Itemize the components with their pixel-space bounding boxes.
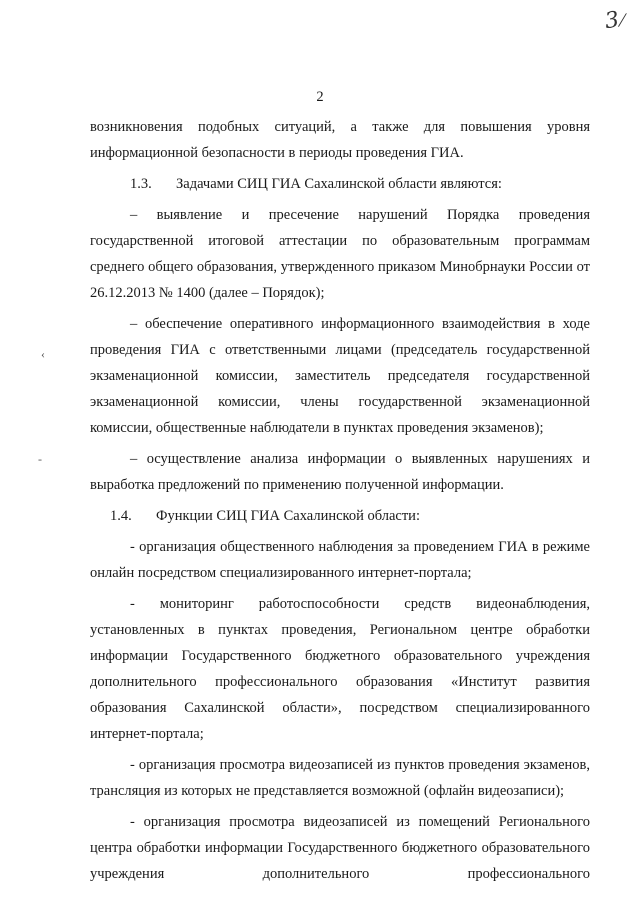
- corner-mark-dash-icon: ⁄: [620, 10, 626, 30]
- paragraph-text: – осуществление анализа информации о выявленных нарушениях и выработка предложений по применению полученной информации.: [90, 451, 590, 493]
- section-1-4-heading: [90, 503, 590, 529]
- list-item-task: [90, 202, 590, 306]
- corner-mark-text: 3: [603, 7, 622, 35]
- paragraph-text: - мониторинг работоспособности средств видеонаблюдения, установленных в пунктах проведения, Региональном центре обработки информации Государственного бюджетного образовательного учреждения дополнительного профессионального образования «Институт развития образования Сахалинской области», посредством специализированного интернет-портала;: [90, 596, 590, 742]
- paragraph-text: возникновения подобных ситуаций, а также для повышения уровня информационной безопасности в периоды проведения ГИА.: [90, 119, 590, 161]
- page-number: 2: [316, 89, 324, 105]
- document-body: [90, 114, 590, 887]
- scan-artifact-mark: -: [38, 452, 42, 466]
- section-number: 1.4.: [110, 508, 132, 524]
- scan-artifact-mark: ‹: [41, 347, 45, 361]
- section-number: 1.3.: [130, 176, 152, 192]
- list-item-task: [90, 446, 590, 498]
- list-item-function: [90, 752, 590, 804]
- list-item-function: [90, 534, 590, 586]
- list-item-function: [90, 809, 590, 887]
- section-1-3-heading: [90, 171, 590, 197]
- paragraph-text: - организация общественного наблюдения за проведением ГИА в режиме онлайн посредством специализированного интернет-портала;: [90, 539, 590, 581]
- paragraph-text: - организация просмотра видеозаписей из помещений Регионального центра обработки информации Государственного бюджетного образовательного учреждения дополнительного профессионального: [90, 814, 590, 882]
- paragraph-text: – обеспечение оперативного информационного взаимодействия в ходе проведения ГИА с ответственными лицами (председатель государственной экзаменационной комиссии, заместитель председателя государственной экзаменационной комиссии, члены государственной экзаменационной комиссии, общественные наблюдатели в пунктах проведения экзаменов);: [90, 316, 590, 436]
- list-item-function: [90, 591, 590, 747]
- paragraph-continuation: [90, 114, 590, 166]
- list-item-task: [90, 311, 590, 441]
- paragraph-text: Функции СИЦ ГИА Сахалинской области:: [156, 508, 420, 524]
- handwritten-page-mark: [604, 7, 626, 34]
- paragraph-text: - организация просмотра видеозаписей из пунктов проведения экзаменов, трансляция из которых не представляется возможной (офлайн видеозаписи);: [90, 757, 590, 799]
- paragraph-text: – выявление и пресечение нарушений Порядка проведения государственной итоговой аттестации по образовательным программам среднего общего образования, утвержденного приказом Минобрнауки России от 26.12.2013 № 1400 (далее – Порядок);: [90, 207, 590, 301]
- paragraph-text: Задачами СИЦ ГИА Сахалинской области являются:: [176, 176, 502, 192]
